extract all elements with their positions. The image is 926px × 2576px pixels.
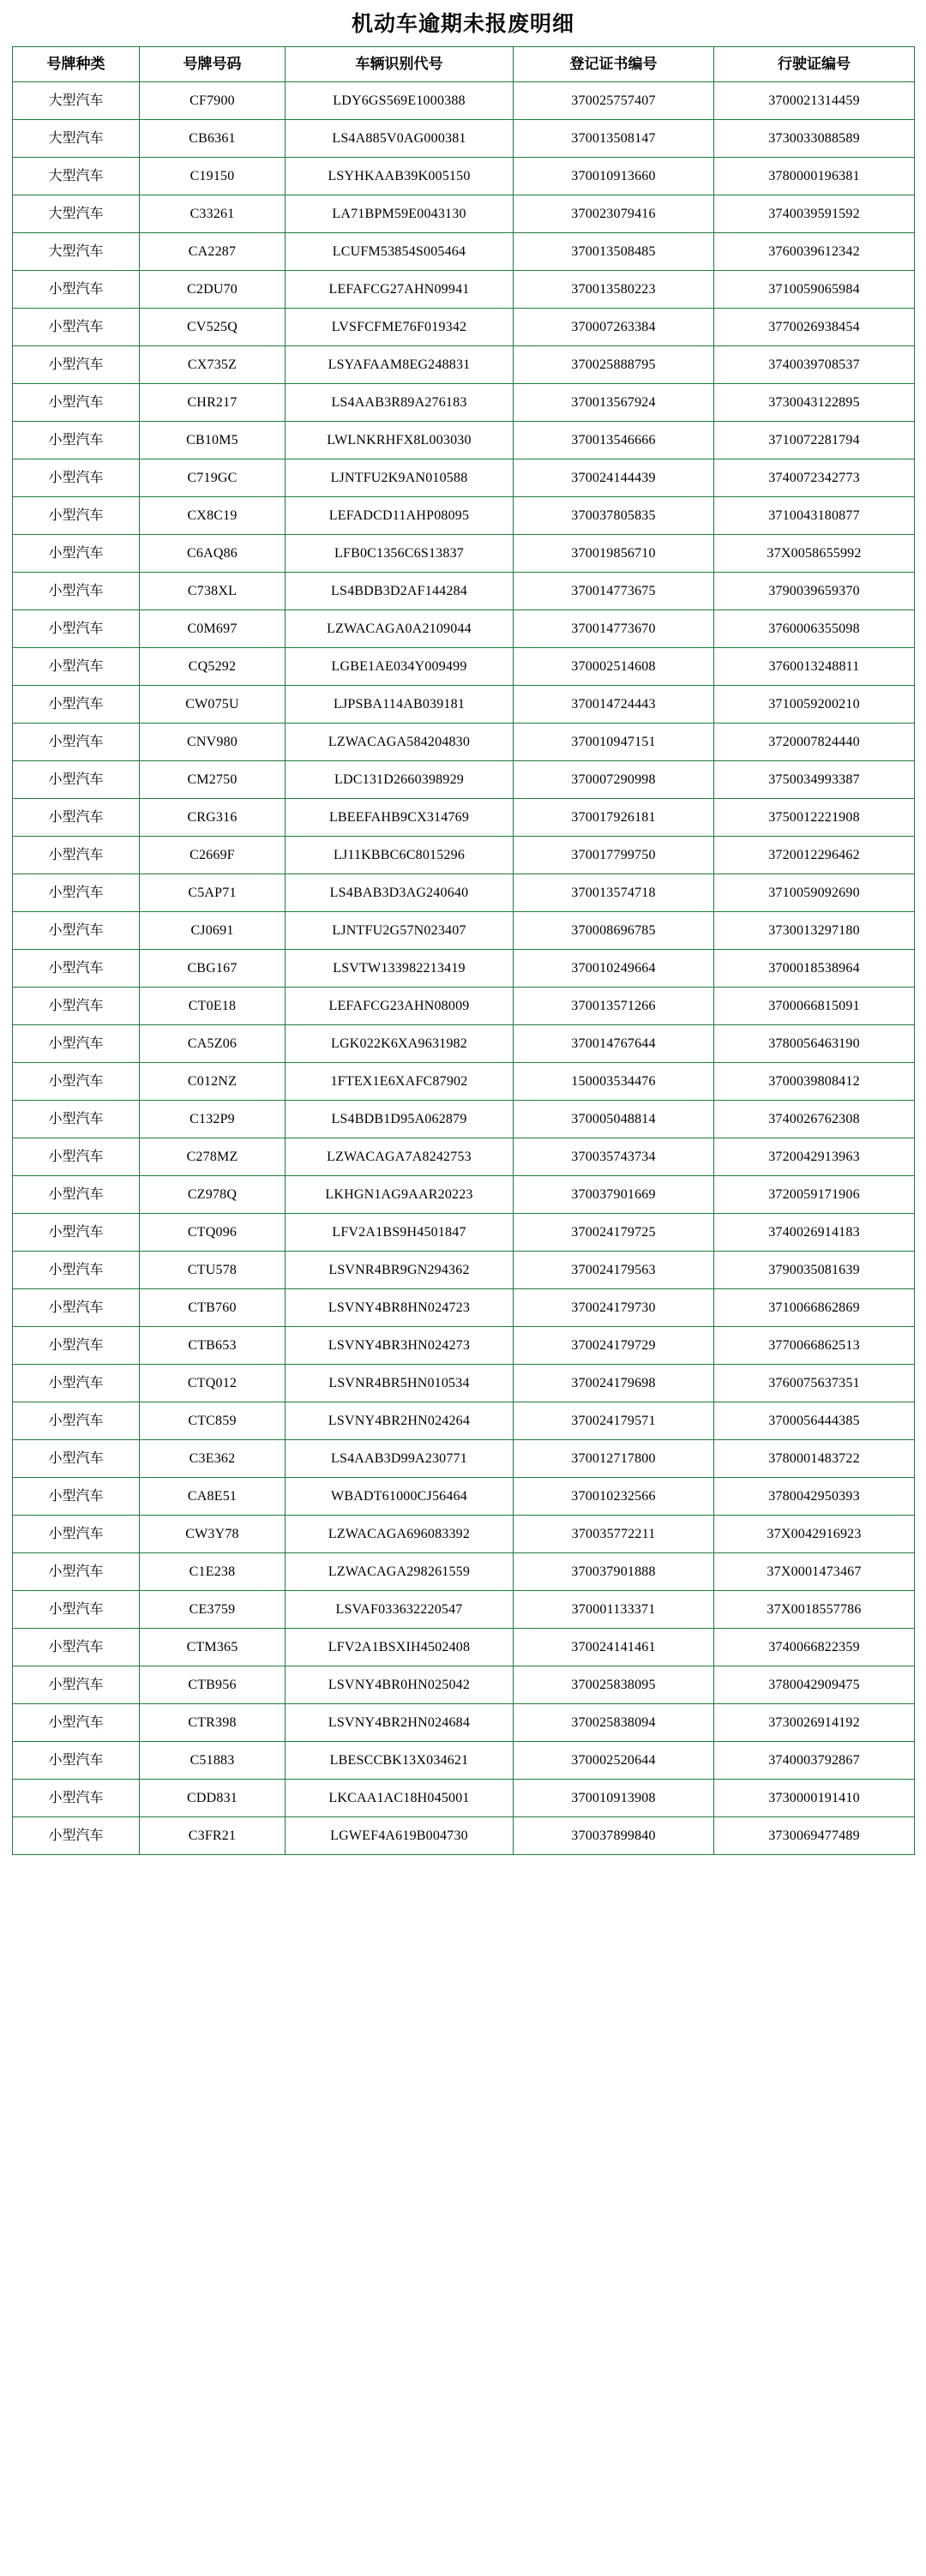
cell-plate-type: 小型汽车 (13, 1629, 140, 1666)
table-row (13, 309, 915, 346)
cell-plate-number: CTM365 (140, 1629, 286, 1666)
table-row (13, 459, 915, 497)
cell-registration-certificate: 370024179725 (514, 1214, 714, 1252)
cell-registration-certificate: 370025838095 (514, 1666, 714, 1704)
cell-plate-type: 小型汽车 (13, 573, 140, 610)
cell-driving-license: 3700021314459 (714, 82, 915, 120)
cell-registration-certificate: 370014767644 (514, 1025, 714, 1063)
table-row (13, 1101, 915, 1138)
cell-registration-certificate: 370035772211 (514, 1516, 714, 1553)
cell-vin: LEFAFCG23AHN08009 (286, 988, 514, 1025)
cell-driving-license: 3740026914183 (714, 1214, 915, 1252)
cell-driving-license: 3730000191410 (714, 1780, 915, 1817)
table-row (13, 1629, 915, 1666)
cell-vin: LS4AAB3R89A276183 (286, 384, 514, 422)
cell-plate-type: 大型汽车 (13, 120, 140, 158)
cell-driving-license: 3720012296462 (714, 837, 915, 874)
cell-registration-certificate: 370010913908 (514, 1780, 714, 1817)
cell-vin: LSYAFAAM8EG248831 (286, 346, 514, 384)
cell-vin: LZWACAGA696083392 (286, 1516, 514, 1553)
cell-plate-type: 小型汽车 (13, 1252, 140, 1289)
table-row (13, 195, 915, 233)
cell-registration-certificate: 370012717800 (514, 1440, 714, 1478)
cell-plate-type: 小型汽车 (13, 1780, 140, 1817)
cell-registration-certificate: 370037901669 (514, 1176, 714, 1214)
cell-registration-certificate: 370002520644 (514, 1742, 714, 1780)
cell-driving-license: 3730069477489 (714, 1817, 915, 1855)
cell-plate-number: CZ978Q (140, 1176, 286, 1214)
cell-plate-number: CV525Q (140, 309, 286, 346)
cell-driving-license: 3740072342773 (714, 459, 915, 497)
table-row (13, 346, 915, 384)
cell-vin: LBEEFAHB9CX314769 (286, 799, 514, 837)
cell-plate-type: 小型汽车 (13, 1478, 140, 1516)
cell-plate-number: CRG316 (140, 799, 286, 837)
cell-registration-certificate: 370007290998 (514, 761, 714, 799)
cell-plate-type: 小型汽车 (13, 648, 140, 686)
cell-driving-license: 3780001483722 (714, 1440, 915, 1478)
cell-vin: 1FTEX1E6XAFC87902 (286, 1063, 514, 1101)
cell-vin: LDC131D2660398929 (286, 761, 514, 799)
cell-plate-type: 小型汽车 (13, 799, 140, 837)
cell-vin: LSVNR4BR5HN010534 (286, 1365, 514, 1402)
cell-vin: LS4BDB1D95A062879 (286, 1101, 514, 1138)
table-row (13, 271, 915, 309)
cell-plate-type: 小型汽车 (13, 1365, 140, 1402)
cell-plate-type: 小型汽车 (13, 1214, 140, 1252)
cell-registration-certificate: 370013508147 (514, 120, 714, 158)
cell-driving-license: 3770066862513 (714, 1327, 915, 1365)
cell-plate-number: C0M697 (140, 610, 286, 648)
cell-plate-type: 小型汽车 (13, 610, 140, 648)
cell-driving-license: 3710043180877 (714, 497, 915, 535)
cell-plate-number: C719GC (140, 459, 286, 497)
cell-registration-certificate: 370017799750 (514, 837, 714, 874)
cell-plate-type: 小型汽车 (13, 950, 140, 988)
table-row (13, 1817, 915, 1855)
cell-vin: LJNTFU2G57N023407 (286, 912, 514, 950)
column-header-plate-type: 号牌种类 (13, 47, 140, 82)
cell-registration-certificate: 370024179730 (514, 1289, 714, 1327)
column-header-driving-license: 行驶证编号 (714, 47, 915, 82)
cell-registration-certificate: 370007263384 (514, 309, 714, 346)
cell-driving-license: 3730026914192 (714, 1704, 915, 1742)
cell-vin: LSVNY4BR8HN024723 (286, 1289, 514, 1327)
table-row (13, 1138, 915, 1176)
cell-plate-type: 小型汽车 (13, 912, 140, 950)
cell-plate-type: 小型汽车 (13, 724, 140, 761)
table-row (13, 1666, 915, 1704)
cell-registration-certificate: 370019856710 (514, 535, 714, 573)
cell-vin: LZWACAGA298261559 (286, 1553, 514, 1591)
cell-vin: LSYHKAAB39K005150 (286, 158, 514, 195)
cell-plate-type: 小型汽车 (13, 1138, 140, 1176)
cell-plate-type: 大型汽车 (13, 82, 140, 120)
cell-vin: LEFAFCG27AHN09941 (286, 271, 514, 309)
table-row (13, 837, 915, 874)
cell-plate-type: 小型汽车 (13, 1025, 140, 1063)
cell-plate-number: C012NZ (140, 1063, 286, 1101)
cell-vin: LSVTW133982213419 (286, 950, 514, 988)
cell-registration-certificate: 370023079416 (514, 195, 714, 233)
table-row (13, 1063, 915, 1101)
cell-vin: LS4AAB3D99A230771 (286, 1440, 514, 1478)
table-row (13, 158, 915, 195)
table-row (13, 1742, 915, 1780)
cell-registration-certificate: 370002514608 (514, 648, 714, 686)
cell-driving-license: 3760075637351 (714, 1365, 915, 1402)
table-row (13, 1025, 915, 1063)
cell-plate-number: CNV980 (140, 724, 286, 761)
cell-registration-certificate: 370013580223 (514, 271, 714, 309)
table-row (13, 120, 915, 158)
cell-plate-number: C2DU70 (140, 271, 286, 309)
cell-registration-certificate: 370010232566 (514, 1478, 714, 1516)
cell-registration-certificate: 370024179563 (514, 1252, 714, 1289)
table-row (13, 1327, 915, 1365)
vehicle-detail-table (12, 46, 915, 1855)
cell-driving-license: 3700018538964 (714, 950, 915, 988)
cell-plate-number: CHR217 (140, 384, 286, 422)
cell-vin: LJ11KBBC6C8015296 (286, 837, 514, 874)
table-row (13, 799, 915, 837)
cell-plate-type: 小型汽车 (13, 346, 140, 384)
cell-plate-number: CB6361 (140, 120, 286, 158)
table-row (13, 1780, 915, 1817)
cell-plate-number: C51883 (140, 1742, 286, 1780)
cell-plate-type: 小型汽车 (13, 497, 140, 535)
cell-plate-number: C5AP71 (140, 874, 286, 912)
table-row (13, 1402, 915, 1440)
table-row (13, 1252, 915, 1289)
cell-driving-license: 3760006355098 (714, 610, 915, 648)
cell-vin: LZWACAGA584204830 (286, 724, 514, 761)
cell-plate-type: 小型汽车 (13, 1516, 140, 1553)
cell-vin: LSVNY4BR2HN024684 (286, 1704, 514, 1742)
cell-plate-number: CTU578 (140, 1252, 286, 1289)
table-row (13, 610, 915, 648)
cell-driving-license: 37X0018557786 (714, 1591, 915, 1629)
cell-driving-license: 3740066822359 (714, 1629, 915, 1666)
cell-driving-license: 3750012221908 (714, 799, 915, 837)
cell-registration-certificate: 370010249664 (514, 950, 714, 988)
cell-driving-license: 3730043122895 (714, 384, 915, 422)
cell-driving-license: 3730013297180 (714, 912, 915, 950)
cell-registration-certificate: 370024179571 (514, 1402, 714, 1440)
cell-plate-number: CM2750 (140, 761, 286, 799)
cell-vin: LSVAF033632220547 (286, 1591, 514, 1629)
cell-vin: LZWACAGA7A8242753 (286, 1138, 514, 1176)
cell-plate-type: 小型汽车 (13, 1704, 140, 1742)
cell-driving-license: 3790035081639 (714, 1252, 915, 1289)
cell-vin: LDY6GS569E1000388 (286, 82, 514, 120)
cell-registration-certificate: 370024179729 (514, 1327, 714, 1365)
cell-plate-number: C278MZ (140, 1138, 286, 1176)
cell-driving-license: 3720059171906 (714, 1176, 915, 1214)
cell-plate-number: C3E362 (140, 1440, 286, 1478)
table-row (13, 1704, 915, 1742)
cell-plate-number: C132P9 (140, 1101, 286, 1138)
cell-vin: LS4BDB3D2AF144284 (286, 573, 514, 610)
cell-plate-number: CTB956 (140, 1666, 286, 1704)
table-row (13, 724, 915, 761)
cell-vin: LGWEF4A619B004730 (286, 1817, 514, 1855)
cell-plate-type: 小型汽车 (13, 837, 140, 874)
cell-vin: LGK022K6XA9631982 (286, 1025, 514, 1063)
cell-driving-license: 3710066862869 (714, 1289, 915, 1327)
cell-vin: LVSFCFME76F019342 (286, 309, 514, 346)
cell-vin: LCUFM53854S005464 (286, 233, 514, 271)
cell-driving-license: 3780056463190 (714, 1025, 915, 1063)
cell-vin: LJPSBA114AB039181 (286, 686, 514, 724)
cell-driving-license: 3720042913963 (714, 1138, 915, 1176)
cell-vin: LSVNY4BR0HN025042 (286, 1666, 514, 1704)
cell-registration-certificate: 370013546666 (514, 422, 714, 459)
cell-vin: LS4BAB3D3AG240640 (286, 874, 514, 912)
cell-vin: LKCAA1AC18H045001 (286, 1780, 514, 1817)
table-row (13, 233, 915, 271)
cell-plate-type: 小型汽车 (13, 761, 140, 799)
cell-plate-number: C3FR21 (140, 1817, 286, 1855)
cell-plate-number: CTQ096 (140, 1214, 286, 1252)
cell-driving-license: 37X0001473467 (714, 1553, 915, 1591)
table-row (13, 912, 915, 950)
table-row (13, 1365, 915, 1402)
cell-plate-type: 小型汽车 (13, 271, 140, 309)
cell-vin: LSVNR4BR9GN294362 (286, 1252, 514, 1289)
table-row (13, 497, 915, 535)
cell-vin: LWLNKRHFX8L003030 (286, 422, 514, 459)
cell-registration-certificate: 370025757407 (514, 82, 714, 120)
table-row (13, 1289, 915, 1327)
column-header-vin: 车辆识别代号 (286, 47, 514, 82)
cell-plate-type: 小型汽车 (13, 384, 140, 422)
table-row (13, 686, 915, 724)
table-row (13, 1516, 915, 1553)
cell-registration-certificate: 370001133371 (514, 1591, 714, 1629)
cell-driving-license: 3700066815091 (714, 988, 915, 1025)
cell-driving-license: 3720007824440 (714, 724, 915, 761)
cell-plate-type: 小型汽车 (13, 422, 140, 459)
cell-driving-license: 3780000196381 (714, 158, 915, 195)
cell-registration-certificate: 370005048814 (514, 1101, 714, 1138)
cell-registration-certificate: 370017926181 (514, 799, 714, 837)
cell-driving-license: 37X0058655992 (714, 535, 915, 573)
cell-plate-type: 大型汽车 (13, 158, 140, 195)
cell-registration-certificate: 370014773670 (514, 610, 714, 648)
cell-plate-number: CA2287 (140, 233, 286, 271)
cell-plate-type: 小型汽车 (13, 1440, 140, 1478)
cell-driving-license: 3780042909475 (714, 1666, 915, 1704)
cell-plate-number: CTB653 (140, 1327, 286, 1365)
cell-plate-number: CQ5292 (140, 648, 286, 686)
cell-registration-certificate: 370008696785 (514, 912, 714, 950)
cell-plate-number: CE3759 (140, 1591, 286, 1629)
cell-driving-license: 3710059200210 (714, 686, 915, 724)
cell-registration-certificate: 370037901888 (514, 1553, 714, 1591)
cell-registration-certificate: 370024144439 (514, 459, 714, 497)
cell-vin: LGBE1AE034Y009499 (286, 648, 514, 686)
cell-driving-license: 3730033088589 (714, 120, 915, 158)
cell-driving-license: 37X0042916923 (714, 1516, 915, 1553)
table-header (13, 47, 915, 82)
cell-vin: LKHGN1AG9AAR20223 (286, 1176, 514, 1214)
cell-plate-number: C738XL (140, 573, 286, 610)
cell-plate-type: 小型汽车 (13, 1553, 140, 1591)
table-row (13, 1176, 915, 1214)
table-row (13, 1591, 915, 1629)
cell-plate-type: 小型汽车 (13, 535, 140, 573)
cell-plate-type: 小型汽车 (13, 1063, 140, 1101)
cell-driving-license: 3710072281794 (714, 422, 915, 459)
cell-plate-type: 小型汽车 (13, 988, 140, 1025)
cell-plate-number: C1E238 (140, 1553, 286, 1591)
cell-registration-certificate: 370037805835 (514, 497, 714, 535)
cell-plate-number: CBG167 (140, 950, 286, 988)
cell-vin: LSVNY4BR2HN024264 (286, 1402, 514, 1440)
cell-registration-certificate: 370025838094 (514, 1704, 714, 1742)
cell-plate-number: CTC859 (140, 1402, 286, 1440)
cell-vin: LFV2A1BS9H4501847 (286, 1214, 514, 1252)
cell-plate-number: CX735Z (140, 346, 286, 384)
cell-vin: LJNTFU2K9AN010588 (286, 459, 514, 497)
cell-registration-certificate: 370025888795 (514, 346, 714, 384)
table-row (13, 384, 915, 422)
table-header-row (13, 47, 915, 82)
cell-driving-license: 3740039708537 (714, 346, 915, 384)
cell-plate-number: CJ0691 (140, 912, 286, 950)
cell-plate-number: CB10M5 (140, 422, 286, 459)
cell-registration-certificate: 370013567924 (514, 384, 714, 422)
cell-registration-certificate: 370013508485 (514, 233, 714, 271)
cell-registration-certificate: 370010913660 (514, 158, 714, 195)
table-row (13, 535, 915, 573)
cell-driving-license: 3760039612342 (714, 233, 915, 271)
cell-plate-number: CF7900 (140, 82, 286, 120)
cell-plate-type: 小型汽车 (13, 1289, 140, 1327)
cell-registration-certificate: 370024141461 (514, 1629, 714, 1666)
cell-plate-type: 小型汽车 (13, 1817, 140, 1855)
cell-registration-certificate: 370013574718 (514, 874, 714, 912)
cell-plate-type: 小型汽车 (13, 1176, 140, 1214)
table-row (13, 1478, 915, 1516)
cell-driving-license: 3750034993387 (714, 761, 915, 799)
table-row (13, 950, 915, 988)
cell-plate-type: 小型汽车 (13, 309, 140, 346)
cell-plate-number: CT0E18 (140, 988, 286, 1025)
cell-plate-type: 小型汽车 (13, 1666, 140, 1704)
table-row (13, 988, 915, 1025)
cell-driving-license: 3710059092690 (714, 874, 915, 912)
cell-plate-type: 小型汽车 (13, 686, 140, 724)
table-row (13, 874, 915, 912)
cell-driving-license: 3770026938454 (714, 309, 915, 346)
cell-plate-type: 小型汽车 (13, 1101, 140, 1138)
cell-registration-certificate: 150003534476 (514, 1063, 714, 1101)
cell-vin: LZWACAGA0A2109044 (286, 610, 514, 648)
table-row (13, 422, 915, 459)
cell-plate-number: C2669F (140, 837, 286, 874)
cell-registration-certificate: 370037899840 (514, 1817, 714, 1855)
cell-plate-number: C33261 (140, 195, 286, 233)
cell-plate-type: 小型汽车 (13, 1742, 140, 1780)
cell-plate-type: 小型汽车 (13, 874, 140, 912)
cell-vin: LSVNY4BR3HN024273 (286, 1327, 514, 1365)
cell-registration-certificate: 370013571266 (514, 988, 714, 1025)
cell-plate-number: C19150 (140, 158, 286, 195)
cell-driving-license: 3740039591592 (714, 195, 915, 233)
cell-plate-type: 小型汽车 (13, 1591, 140, 1629)
cell-plate-type: 大型汽车 (13, 233, 140, 271)
cell-plate-type: 小型汽车 (13, 1327, 140, 1365)
cell-driving-license: 3740003792867 (714, 1742, 915, 1780)
cell-plate-number: CW075U (140, 686, 286, 724)
cell-driving-license: 3740026762308 (714, 1101, 915, 1138)
table-row (13, 1214, 915, 1252)
cell-plate-number: CTQ012 (140, 1365, 286, 1402)
cell-registration-certificate: 370014724443 (514, 686, 714, 724)
cell-driving-license: 3700056444385 (714, 1402, 915, 1440)
cell-plate-number: C6AQ86 (140, 535, 286, 573)
cell-registration-certificate: 370010947151 (514, 724, 714, 761)
cell-vin: LEFADCD11AHP08095 (286, 497, 514, 535)
column-header-plate-number: 号牌号码 (140, 47, 286, 82)
table-row (13, 1440, 915, 1478)
cell-registration-certificate: 370014773675 (514, 573, 714, 610)
cell-driving-license: 3710059065984 (714, 271, 915, 309)
cell-registration-certificate: 370035743734 (514, 1138, 714, 1176)
cell-plate-number: CX8C19 (140, 497, 286, 535)
cell-driving-license: 3790039659370 (714, 573, 915, 610)
table-body (13, 82, 915, 1855)
cell-vin: LBESCCBK13X034621 (286, 1742, 514, 1780)
page-title: 机动车逾期未报废明细 (351, 13, 574, 36)
table-row (13, 82, 915, 120)
table-row (13, 573, 915, 610)
table-row (13, 648, 915, 686)
cell-vin: WBADT61000CJ56464 (286, 1478, 514, 1516)
cell-vin: LA71BPM59E0043130 (286, 195, 514, 233)
cell-registration-certificate: 370024179698 (514, 1365, 714, 1402)
cell-plate-type: 小型汽车 (13, 459, 140, 497)
cell-plate-type: 大型汽车 (13, 195, 140, 233)
cell-driving-license: 3760013248811 (714, 648, 915, 686)
cell-vin: LFV2A1BSXIH4502408 (286, 1629, 514, 1666)
cell-vin: LFB0C1356C6S13837 (286, 535, 514, 573)
cell-plate-number: CW3Y78 (140, 1516, 286, 1553)
cell-plate-number: CTB760 (140, 1289, 286, 1327)
cell-driving-license: 3700039808412 (714, 1063, 915, 1101)
cell-vin: LS4A885V0AG000381 (286, 120, 514, 158)
cell-plate-type: 小型汽车 (13, 1402, 140, 1440)
table-row (13, 761, 915, 799)
cell-plate-number: CTR398 (140, 1704, 286, 1742)
column-header-registration-certificate: 登记证书编号 (514, 47, 714, 82)
table-row (13, 1553, 915, 1591)
cell-driving-license: 3780042950393 (714, 1478, 915, 1516)
cell-plate-number: CDD831 (140, 1780, 286, 1817)
cell-plate-number: CA5Z06 (140, 1025, 286, 1063)
cell-plate-number: CA8E51 (140, 1478, 286, 1516)
